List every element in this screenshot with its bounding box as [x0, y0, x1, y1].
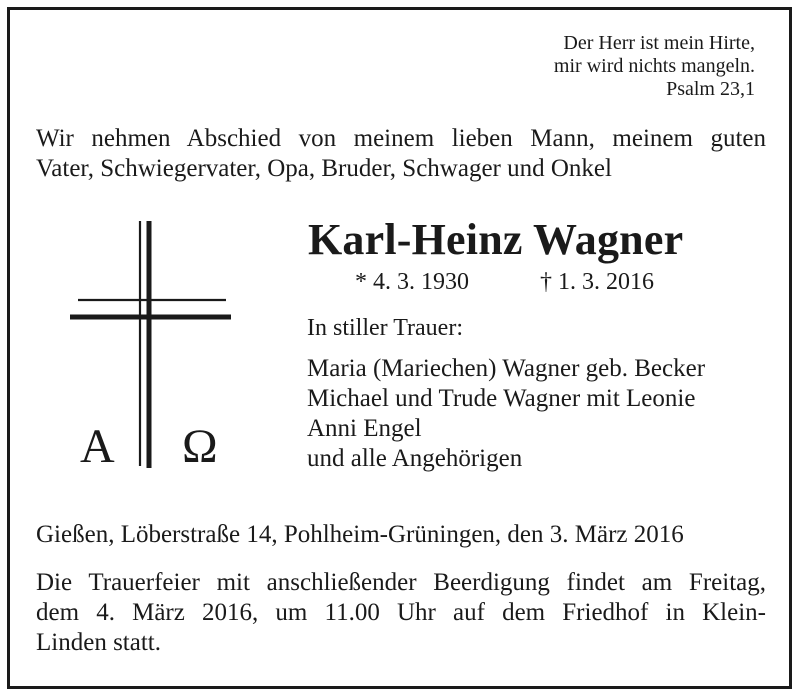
funeral-line-1: Die Trauerfeier mit anschließender Beerdigung findet am Freitag, — [36, 569, 766, 596]
psalm-reference: Psalm 23,1 — [666, 78, 755, 100]
intro-text — [36, 124, 766, 184]
psalm-quote — [554, 32, 755, 101]
psalm-line-1: Der Herr ist mein Hirte, — [563, 32, 755, 54]
intro-line-1: Wir nehmen Abschied von meinem lieben Mann, meinem guten — [36, 125, 766, 152]
place-date-line: Gießen, Löberstraße 14, Pohlheim-Grüningen, den 3. März 2016 — [36, 521, 684, 548]
mourners-list — [307, 354, 705, 474]
cross-icon — [66, 216, 236, 470]
omega-symbol: Ω — [182, 420, 218, 470]
mourning-heading: In stiller Trauer: — [307, 315, 463, 341]
funeral-info — [36, 568, 766, 658]
deceased-name: Karl-Heinz Wagner — [308, 215, 684, 264]
death-date: † 1. 3. 2016 — [540, 269, 654, 295]
funeral-line-3: Linden statt. — [36, 629, 161, 656]
psalm-line-2: mir wird nichts mangeln. — [553, 55, 755, 77]
intro-line-2: Vater, Schwiegervater, Opa, Bruder, Schwager und Onkel — [36, 155, 612, 182]
mourner-name: Maria (Mariechen) Wagner geb. Becker — [307, 355, 706, 382]
mourner-name: Michael und Trude Wagner mit Leonie — [307, 385, 696, 412]
alpha-symbol: A — [80, 420, 115, 470]
birth-date: * 4. 3. 1930 — [355, 269, 469, 295]
mourner-name: Anni Engel — [307, 415, 422, 442]
funeral-line-2: dem 4. März 2016, um 11.00 Uhr auf dem Friedhof in Klein- — [36, 599, 766, 626]
mourner-name: und alle Angehörigen — [307, 445, 523, 472]
